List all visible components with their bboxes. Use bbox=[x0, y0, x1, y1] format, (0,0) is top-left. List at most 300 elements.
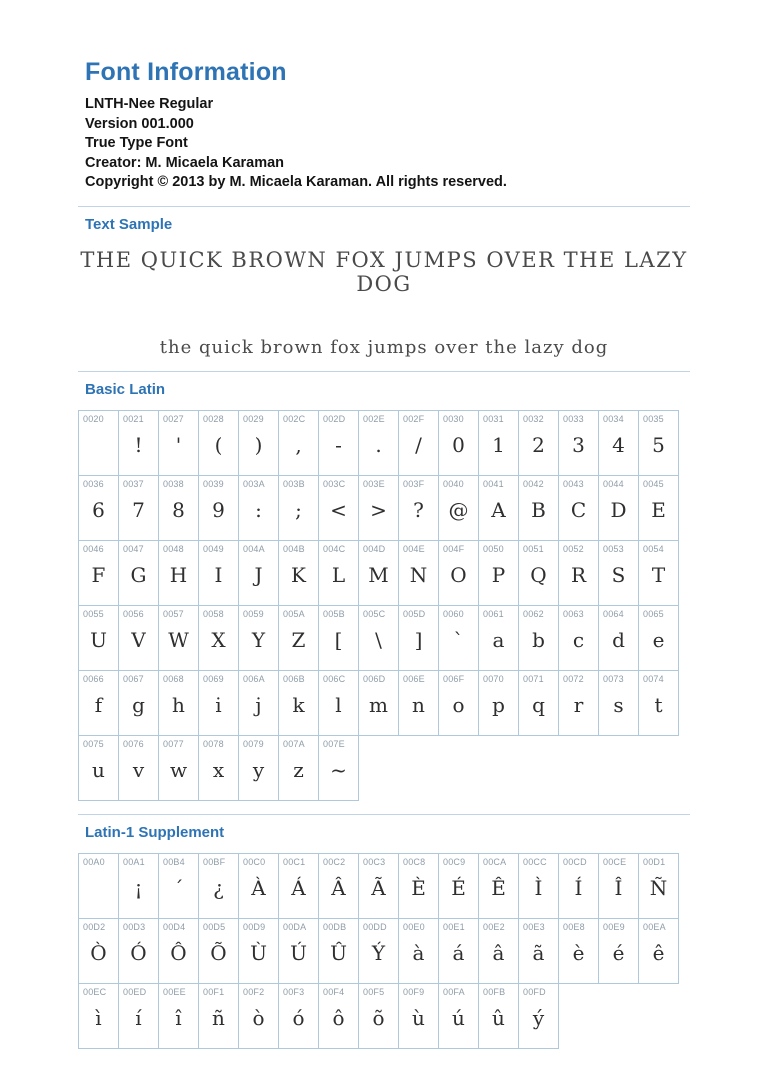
glyph-cell bbox=[318, 735, 359, 801]
glyph-cell bbox=[198, 853, 239, 919]
glyph-row bbox=[78, 983, 690, 1049]
glyph-code: 0049 bbox=[203, 543, 224, 554]
glyph-cell bbox=[518, 983, 559, 1049]
glyph-cell bbox=[438, 410, 479, 476]
glyph-code: 00E3 bbox=[523, 921, 545, 932]
glyph-cell bbox=[158, 475, 199, 541]
glyph-cell bbox=[638, 918, 679, 984]
glyph: â bbox=[492, 940, 505, 965]
glyph: y bbox=[252, 757, 265, 782]
glyph: m bbox=[369, 692, 388, 717]
glyph-code: 00E9 bbox=[603, 921, 625, 932]
font-copyright: Copyright © 2013 by M. Micaela Karaman. All rights reserved. bbox=[85, 174, 507, 190]
glyph: Ú bbox=[290, 940, 307, 965]
glyph: i bbox=[215, 692, 222, 717]
glyph-code: 0042 bbox=[523, 478, 544, 489]
glyph: < bbox=[330, 497, 347, 522]
glyph: Ê bbox=[491, 875, 506, 900]
glyph-code: 005D bbox=[403, 608, 426, 619]
glyph-cell bbox=[198, 410, 239, 476]
glyph-code: 0038 bbox=[163, 478, 184, 489]
section-heading-basic-latin: Basic Latin bbox=[85, 380, 166, 398]
glyph-code: 0027 bbox=[163, 413, 184, 424]
glyph-cell bbox=[158, 410, 199, 476]
sample-uppercase: THE QUICK BROWN FOX JUMPS OVER THE LAZY DOG bbox=[80, 247, 688, 296]
glyph: Z bbox=[291, 627, 306, 652]
glyph-cell bbox=[198, 670, 239, 736]
glyph-cell bbox=[638, 475, 679, 541]
glyph-grid-basic-latin bbox=[78, 410, 690, 801]
glyph-code: 0032 bbox=[523, 413, 544, 424]
glyph-code: 006B bbox=[283, 673, 305, 684]
glyph-code: 0056 bbox=[123, 608, 144, 619]
glyph: á bbox=[452, 940, 465, 965]
glyph-cell bbox=[478, 853, 519, 919]
glyph-cell bbox=[398, 605, 439, 671]
glyph-cell bbox=[358, 475, 399, 541]
glyph: õ bbox=[372, 1005, 385, 1030]
glyph-code: 00EA bbox=[643, 921, 666, 932]
glyph: q bbox=[532, 692, 545, 717]
glyph-code: 0020 bbox=[83, 413, 104, 424]
glyph-code: 0031 bbox=[483, 413, 504, 424]
glyph-code: 0067 bbox=[123, 673, 144, 684]
glyph: ì bbox=[95, 1005, 102, 1030]
glyph-code: 00EC bbox=[83, 986, 107, 997]
glyph-code: 00DD bbox=[363, 921, 387, 932]
glyph-code: 0051 bbox=[523, 543, 544, 554]
glyph: ) bbox=[254, 432, 263, 457]
glyph-cell bbox=[158, 670, 199, 736]
glyph-cell bbox=[238, 605, 279, 671]
glyph: ! bbox=[134, 432, 143, 457]
glyph-cell bbox=[238, 410, 279, 476]
glyph: ` bbox=[453, 627, 464, 652]
glyph-cell bbox=[558, 540, 599, 606]
glyph-cell bbox=[398, 540, 439, 606]
glyph: / bbox=[415, 432, 422, 457]
glyph-code: 0071 bbox=[523, 673, 544, 684]
glyph-cell bbox=[118, 475, 159, 541]
glyph-code: 0029 bbox=[243, 413, 264, 424]
glyph-code: 0074 bbox=[643, 673, 664, 684]
glyph: I bbox=[214, 562, 223, 587]
glyph: E bbox=[651, 497, 666, 522]
glyph-cell bbox=[278, 670, 319, 736]
glyph: ´ bbox=[173, 875, 184, 900]
glyph-cell bbox=[278, 735, 319, 801]
glyph-code: 0060 bbox=[443, 608, 464, 619]
glyph-cell bbox=[358, 605, 399, 671]
glyph-code: 00D3 bbox=[123, 921, 146, 932]
glyph-code: 00F1 bbox=[203, 986, 225, 997]
glyph-code: 0037 bbox=[123, 478, 144, 489]
glyph: é bbox=[612, 940, 625, 965]
glyph: D bbox=[610, 497, 627, 522]
glyph: M bbox=[368, 562, 389, 587]
glyph: n bbox=[412, 692, 425, 717]
glyph-code: 00C0 bbox=[243, 856, 266, 867]
glyph-cell bbox=[558, 410, 599, 476]
glyph-row bbox=[78, 670, 690, 736]
glyph-code: 0041 bbox=[483, 478, 504, 489]
glyph-cell bbox=[518, 475, 559, 541]
glyph-cell bbox=[438, 853, 479, 919]
glyph: 1 bbox=[492, 432, 505, 457]
glyph: R bbox=[570, 562, 587, 587]
glyph-cell bbox=[358, 853, 399, 919]
glyph-code: 005A bbox=[283, 608, 305, 619]
glyph-cell bbox=[158, 853, 199, 919]
glyph-code: 0033 bbox=[563, 413, 584, 424]
glyph-cell bbox=[78, 983, 119, 1049]
glyph: s bbox=[613, 692, 624, 717]
glyph: B bbox=[531, 497, 546, 522]
glyph: N bbox=[409, 562, 428, 587]
glyph-code: 0057 bbox=[163, 608, 184, 619]
basic-latin-section bbox=[78, 381, 690, 801]
glyph-cell bbox=[638, 605, 679, 671]
glyph-cell bbox=[158, 605, 199, 671]
glyph-code: 00CD bbox=[563, 856, 587, 867]
glyph-cell bbox=[438, 605, 479, 671]
glyph-cell bbox=[78, 735, 119, 801]
glyph-code: 00F9 bbox=[403, 986, 425, 997]
glyph-code: 00A0 bbox=[83, 856, 105, 867]
glyph-cell bbox=[518, 605, 559, 671]
glyph: 9 bbox=[212, 497, 225, 522]
glyph-code: 0076 bbox=[123, 738, 144, 749]
glyph-cell bbox=[78, 670, 119, 736]
divider bbox=[78, 371, 690, 372]
glyph-code: 00B4 bbox=[163, 856, 185, 867]
glyph-cell bbox=[278, 983, 319, 1049]
glyph-code: 00FD bbox=[523, 986, 546, 997]
glyph-row bbox=[78, 918, 690, 984]
glyph-code: 0034 bbox=[603, 413, 624, 424]
glyph: ? bbox=[413, 497, 424, 522]
glyph-code: 0052 bbox=[563, 543, 584, 554]
glyph-cell bbox=[558, 853, 599, 919]
glyph: h bbox=[172, 692, 185, 717]
glyph-code: 00DB bbox=[323, 921, 347, 932]
glyph-cell bbox=[438, 475, 479, 541]
glyph bbox=[79, 878, 118, 898]
glyph: d bbox=[612, 627, 625, 652]
glyph: t bbox=[654, 692, 663, 717]
text-sample-heading: Text Sample bbox=[85, 215, 173, 233]
glyph: ] bbox=[414, 627, 423, 652]
glyph-cell bbox=[398, 853, 439, 919]
glyph-code: 003E bbox=[363, 478, 385, 489]
glyph-code: 0066 bbox=[83, 673, 104, 684]
glyph-code: 0062 bbox=[523, 608, 544, 619]
glyph-cell bbox=[598, 540, 639, 606]
font-details bbox=[85, 95, 690, 193]
glyph-code: 0039 bbox=[203, 478, 224, 489]
glyph-cell bbox=[318, 410, 359, 476]
glyph-cell bbox=[118, 918, 159, 984]
glyph-code: 00CA bbox=[483, 856, 507, 867]
glyph-code: 0079 bbox=[243, 738, 264, 749]
glyph-cell bbox=[598, 410, 639, 476]
glyph-code: 0061 bbox=[483, 608, 504, 619]
glyph-cell bbox=[198, 735, 239, 801]
glyph-row bbox=[78, 735, 690, 801]
glyph: 0 bbox=[452, 432, 465, 457]
glyph-code: 00C1 bbox=[283, 856, 306, 867]
glyph-code: 004A bbox=[243, 543, 265, 554]
glyph: . bbox=[375, 432, 382, 457]
glyph-code: 0072 bbox=[563, 673, 584, 684]
glyph: b bbox=[532, 627, 545, 652]
glyph-code: 003C bbox=[323, 478, 346, 489]
glyph-cell bbox=[598, 475, 639, 541]
glyph-cell bbox=[438, 983, 479, 1049]
glyph-cell bbox=[518, 410, 559, 476]
font-version: Version 001.000 bbox=[85, 115, 194, 132]
page-title: Font Information bbox=[85, 58, 287, 86]
glyph: ¡ bbox=[134, 875, 143, 900]
glyph-cell bbox=[238, 670, 279, 736]
glyph: \ bbox=[375, 627, 382, 652]
glyph: c bbox=[572, 627, 585, 652]
glyph-code: 002D bbox=[323, 413, 346, 424]
glyph-cell bbox=[358, 918, 399, 984]
glyph: @ bbox=[448, 497, 469, 522]
glyph-cell bbox=[478, 605, 519, 671]
glyph-cell bbox=[198, 918, 239, 984]
glyph: í bbox=[135, 1005, 142, 1030]
glyph-cell bbox=[78, 853, 119, 919]
glyph-cell bbox=[118, 410, 159, 476]
glyph-code: 00F4 bbox=[323, 986, 345, 997]
glyph-cell bbox=[118, 605, 159, 671]
glyph: u bbox=[92, 757, 105, 782]
glyph-code: 00EE bbox=[163, 986, 186, 997]
glyph-row bbox=[78, 853, 690, 919]
glyph-code: 0077 bbox=[163, 738, 184, 749]
glyph: H bbox=[169, 562, 188, 587]
glyph-cell bbox=[598, 853, 639, 919]
glyph-cell bbox=[198, 540, 239, 606]
glyph: ( bbox=[214, 432, 223, 457]
glyph-code: 0058 bbox=[203, 608, 224, 619]
glyph-cell bbox=[118, 983, 159, 1049]
font-creator: Creator: M. Micaela Karaman bbox=[85, 154, 285, 171]
glyph-code: 004C bbox=[323, 543, 346, 554]
glyph-code: 00ED bbox=[123, 986, 147, 997]
glyph-code: 0065 bbox=[643, 608, 664, 619]
glyph: Ò bbox=[90, 940, 107, 965]
glyph: J bbox=[254, 562, 263, 587]
glyph-cell bbox=[518, 853, 559, 919]
glyph-cell bbox=[238, 540, 279, 606]
glyph-code: 00D9 bbox=[243, 921, 266, 932]
glyph-cell bbox=[318, 540, 359, 606]
glyph-cell bbox=[358, 410, 399, 476]
glyph-code: 00D5 bbox=[203, 921, 226, 932]
glyph: 7 bbox=[132, 497, 145, 522]
glyph: ã bbox=[532, 940, 545, 965]
glyph-grid-latin1-supplement bbox=[78, 853, 690, 1049]
glyph-cell bbox=[478, 983, 519, 1049]
glyph: x bbox=[212, 757, 225, 782]
glyph: > bbox=[370, 497, 387, 522]
glyph-code: 00D4 bbox=[163, 921, 186, 932]
glyph: Ù bbox=[250, 940, 267, 965]
glyph-code: 0028 bbox=[203, 413, 224, 424]
glyph: ¿ bbox=[213, 875, 224, 900]
glyph: ; bbox=[295, 497, 302, 522]
glyph-row bbox=[78, 540, 690, 606]
glyph-cell bbox=[318, 605, 359, 671]
font-type: True Type Font bbox=[85, 135, 188, 151]
glyph: à bbox=[412, 940, 425, 965]
glyph: ñ bbox=[212, 1005, 225, 1030]
glyph-code: 0043 bbox=[563, 478, 584, 489]
glyph-cell bbox=[438, 918, 479, 984]
glyph-code: 0036 bbox=[83, 478, 104, 489]
glyph: [ bbox=[334, 627, 343, 652]
glyph: Ó bbox=[130, 940, 147, 965]
glyph-code: 00D1 bbox=[643, 856, 666, 867]
glyph: j bbox=[255, 692, 262, 717]
glyph: è bbox=[572, 940, 585, 965]
glyph-cell bbox=[78, 410, 119, 476]
glyph: Õ bbox=[210, 940, 227, 965]
glyph-cell bbox=[318, 475, 359, 541]
section-heading-latin1-supplement: Latin-1 Supplement bbox=[85, 823, 225, 841]
glyph: f bbox=[94, 692, 103, 717]
glyph: Î bbox=[614, 875, 623, 900]
glyph-code: 0050 bbox=[483, 543, 504, 554]
glyph: : bbox=[255, 497, 262, 522]
glyph-code: 0075 bbox=[83, 738, 104, 749]
glyph: 2 bbox=[532, 432, 545, 457]
glyph: È bbox=[411, 875, 426, 900]
glyph-cell bbox=[118, 670, 159, 736]
glyph-cell bbox=[638, 670, 679, 736]
glyph-cell bbox=[278, 475, 319, 541]
glyph: ~ bbox=[330, 757, 347, 782]
glyph-code: 00F5 bbox=[363, 986, 385, 997]
glyph-cell bbox=[318, 670, 359, 736]
glyph: 4 bbox=[612, 432, 625, 457]
glyph: L bbox=[331, 562, 346, 587]
glyph-cell bbox=[158, 735, 199, 801]
glyph-cell bbox=[438, 670, 479, 736]
glyph: p bbox=[492, 692, 505, 717]
glyph-code: 006A bbox=[243, 673, 265, 684]
glyph-row bbox=[78, 605, 690, 671]
glyph-cell bbox=[238, 475, 279, 541]
glyph-code: 00CC bbox=[523, 856, 547, 867]
glyph: Ì bbox=[534, 875, 543, 900]
glyph: 6 bbox=[92, 497, 105, 522]
divider bbox=[78, 206, 690, 207]
glyph-cell bbox=[318, 853, 359, 919]
glyph: e bbox=[652, 627, 665, 652]
glyph-code: 003B bbox=[283, 478, 305, 489]
glyph-cell bbox=[118, 853, 159, 919]
glyph: Û bbox=[330, 940, 347, 965]
glyph-code: 00FB bbox=[483, 986, 506, 997]
glyph-cell bbox=[198, 475, 239, 541]
glyph: 8 bbox=[172, 497, 185, 522]
latin1-supplement-section bbox=[78, 824, 690, 1049]
glyph: v bbox=[132, 757, 145, 782]
glyph-cell bbox=[278, 605, 319, 671]
glyph: À bbox=[251, 875, 266, 900]
glyph: Y bbox=[251, 627, 266, 652]
glyph-cell bbox=[238, 735, 279, 801]
glyph-cell bbox=[478, 670, 519, 736]
glyph-code: 00D2 bbox=[83, 921, 106, 932]
glyph-code: 0053 bbox=[603, 543, 624, 554]
glyph-cell bbox=[158, 540, 199, 606]
glyph: r bbox=[573, 692, 584, 717]
glyph-code: 0035 bbox=[643, 413, 664, 424]
glyph-code: 00E8 bbox=[563, 921, 585, 932]
glyph-code: 0063 bbox=[563, 608, 584, 619]
glyph: G bbox=[130, 562, 147, 587]
glyph: w bbox=[169, 757, 188, 782]
glyph-cell bbox=[238, 853, 279, 919]
glyph-code: 004E bbox=[403, 543, 425, 554]
glyph: 3 bbox=[572, 432, 585, 457]
glyph-cell bbox=[518, 918, 559, 984]
glyph: ù bbox=[412, 1005, 425, 1030]
glyph-cell bbox=[238, 918, 279, 984]
glyph-code: 007E bbox=[323, 738, 345, 749]
glyph-cell bbox=[278, 918, 319, 984]
glyph-code: 002F bbox=[403, 413, 425, 424]
glyph-code: 004B bbox=[283, 543, 305, 554]
glyph: O bbox=[450, 562, 467, 587]
glyph-cell bbox=[598, 918, 639, 984]
glyph-cell bbox=[198, 605, 239, 671]
glyph-cell bbox=[558, 670, 599, 736]
glyph: K bbox=[291, 562, 306, 587]
glyph-row bbox=[78, 410, 690, 476]
glyph: Ã bbox=[371, 875, 386, 900]
glyph-code: 005C bbox=[363, 608, 386, 619]
glyph-cell bbox=[278, 410, 319, 476]
glyph-code: 0045 bbox=[643, 478, 664, 489]
glyph-code: 0078 bbox=[203, 738, 224, 749]
glyph: T bbox=[651, 562, 666, 587]
glyph-code: 0054 bbox=[643, 543, 664, 554]
glyph-code: 003A bbox=[243, 478, 265, 489]
glyph-code: 0064 bbox=[603, 608, 624, 619]
glyph-cell bbox=[398, 983, 439, 1049]
glyph-cell bbox=[198, 983, 239, 1049]
glyph: ô bbox=[332, 1005, 345, 1030]
glyph: - bbox=[335, 432, 342, 457]
glyph: F bbox=[91, 562, 106, 587]
divider bbox=[78, 814, 690, 815]
font-name: LNTH-Nee Regular bbox=[85, 96, 214, 112]
glyph-code: 006D bbox=[363, 673, 386, 684]
glyph-code: 00BF bbox=[203, 856, 226, 867]
glyph-code: 00E0 bbox=[403, 921, 425, 932]
glyph-cell bbox=[158, 983, 199, 1049]
glyph-code: 004D bbox=[363, 543, 386, 554]
glyph-cell bbox=[118, 735, 159, 801]
glyph-cell bbox=[598, 605, 639, 671]
glyph-cell bbox=[398, 670, 439, 736]
